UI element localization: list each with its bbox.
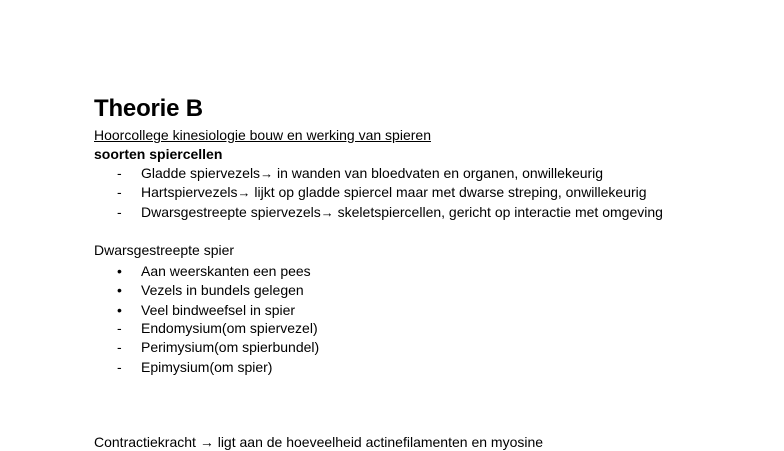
list-item bbox=[94, 262, 311, 281]
list-item bbox=[94, 164, 663, 183]
cell-type-description: in wanden van bloedvaten en organen, onwillekeurig bbox=[273, 165, 604, 181]
cell-type-description: skeletspiercellen, gericht op interactie met omgeving bbox=[333, 203, 663, 220]
dash-marker: - bbox=[117, 339, 122, 356]
list-item-text: Vezels in bundels gelegen bbox=[141, 282, 304, 299]
list-item-text: Perimysium(om spierbundel) bbox=[141, 339, 320, 356]
cell-type-name: Dwarsgestreepte spiervezels bbox=[141, 203, 321, 220]
connective-tissue-list bbox=[94, 319, 319, 377]
list-item bbox=[94, 338, 319, 357]
bullet-marker: • bbox=[117, 301, 122, 318]
dash-marker: - bbox=[117, 184, 122, 201]
arrow-icon: → bbox=[237, 185, 251, 201]
cut-off-line: Contractiekracht → ligt aan de hoeveelheid actinefilamenten en myosine bbox=[94, 434, 544, 450]
dash-marker: - bbox=[117, 320, 122, 336]
dash-marker: - bbox=[117, 165, 122, 181]
bullet-marker: • bbox=[117, 263, 122, 279]
bullet-marker: • bbox=[117, 282, 122, 299]
page-title: Theorie B bbox=[94, 95, 203, 122]
arrow-icon: → bbox=[260, 166, 274, 181]
list-item-text: Veel bindweefsel in spier bbox=[141, 301, 296, 318]
list-item-text: Epimysium(om spier) bbox=[141, 358, 273, 375]
paragraph-text: Dwarsgestreepte spier bbox=[94, 242, 235, 258]
list-item bbox=[94, 203, 663, 222]
cell-type-name: Gladde spiervezels bbox=[141, 165, 261, 181]
list-item-text: Aan weerskanten een pees bbox=[141, 263, 311, 279]
list-item bbox=[94, 183, 663, 202]
cell-type-description: lijkt op gladde spiercel maar met dwarse streping, onwillekeurig bbox=[250, 184, 647, 201]
list-item-text: Endomysium(om spiervezel) bbox=[141, 320, 318, 336]
section-heading: soorten spiercellen bbox=[94, 146, 223, 162]
lecture-subtitle: Hoorcollege kinesiologie bouw en werking van spieren bbox=[94, 127, 431, 143]
dash-marker: - bbox=[117, 358, 122, 375]
list-item bbox=[94, 319, 319, 338]
cell-type-name: Hartspiervezels bbox=[141, 184, 238, 201]
arrow-icon: → bbox=[320, 204, 334, 220]
dash-marker: - bbox=[117, 203, 122, 220]
list-item bbox=[94, 301, 311, 320]
list-item bbox=[94, 358, 319, 377]
cell-types-list bbox=[94, 164, 663, 222]
list-item bbox=[94, 281, 311, 300]
bullet-list bbox=[94, 262, 311, 320]
